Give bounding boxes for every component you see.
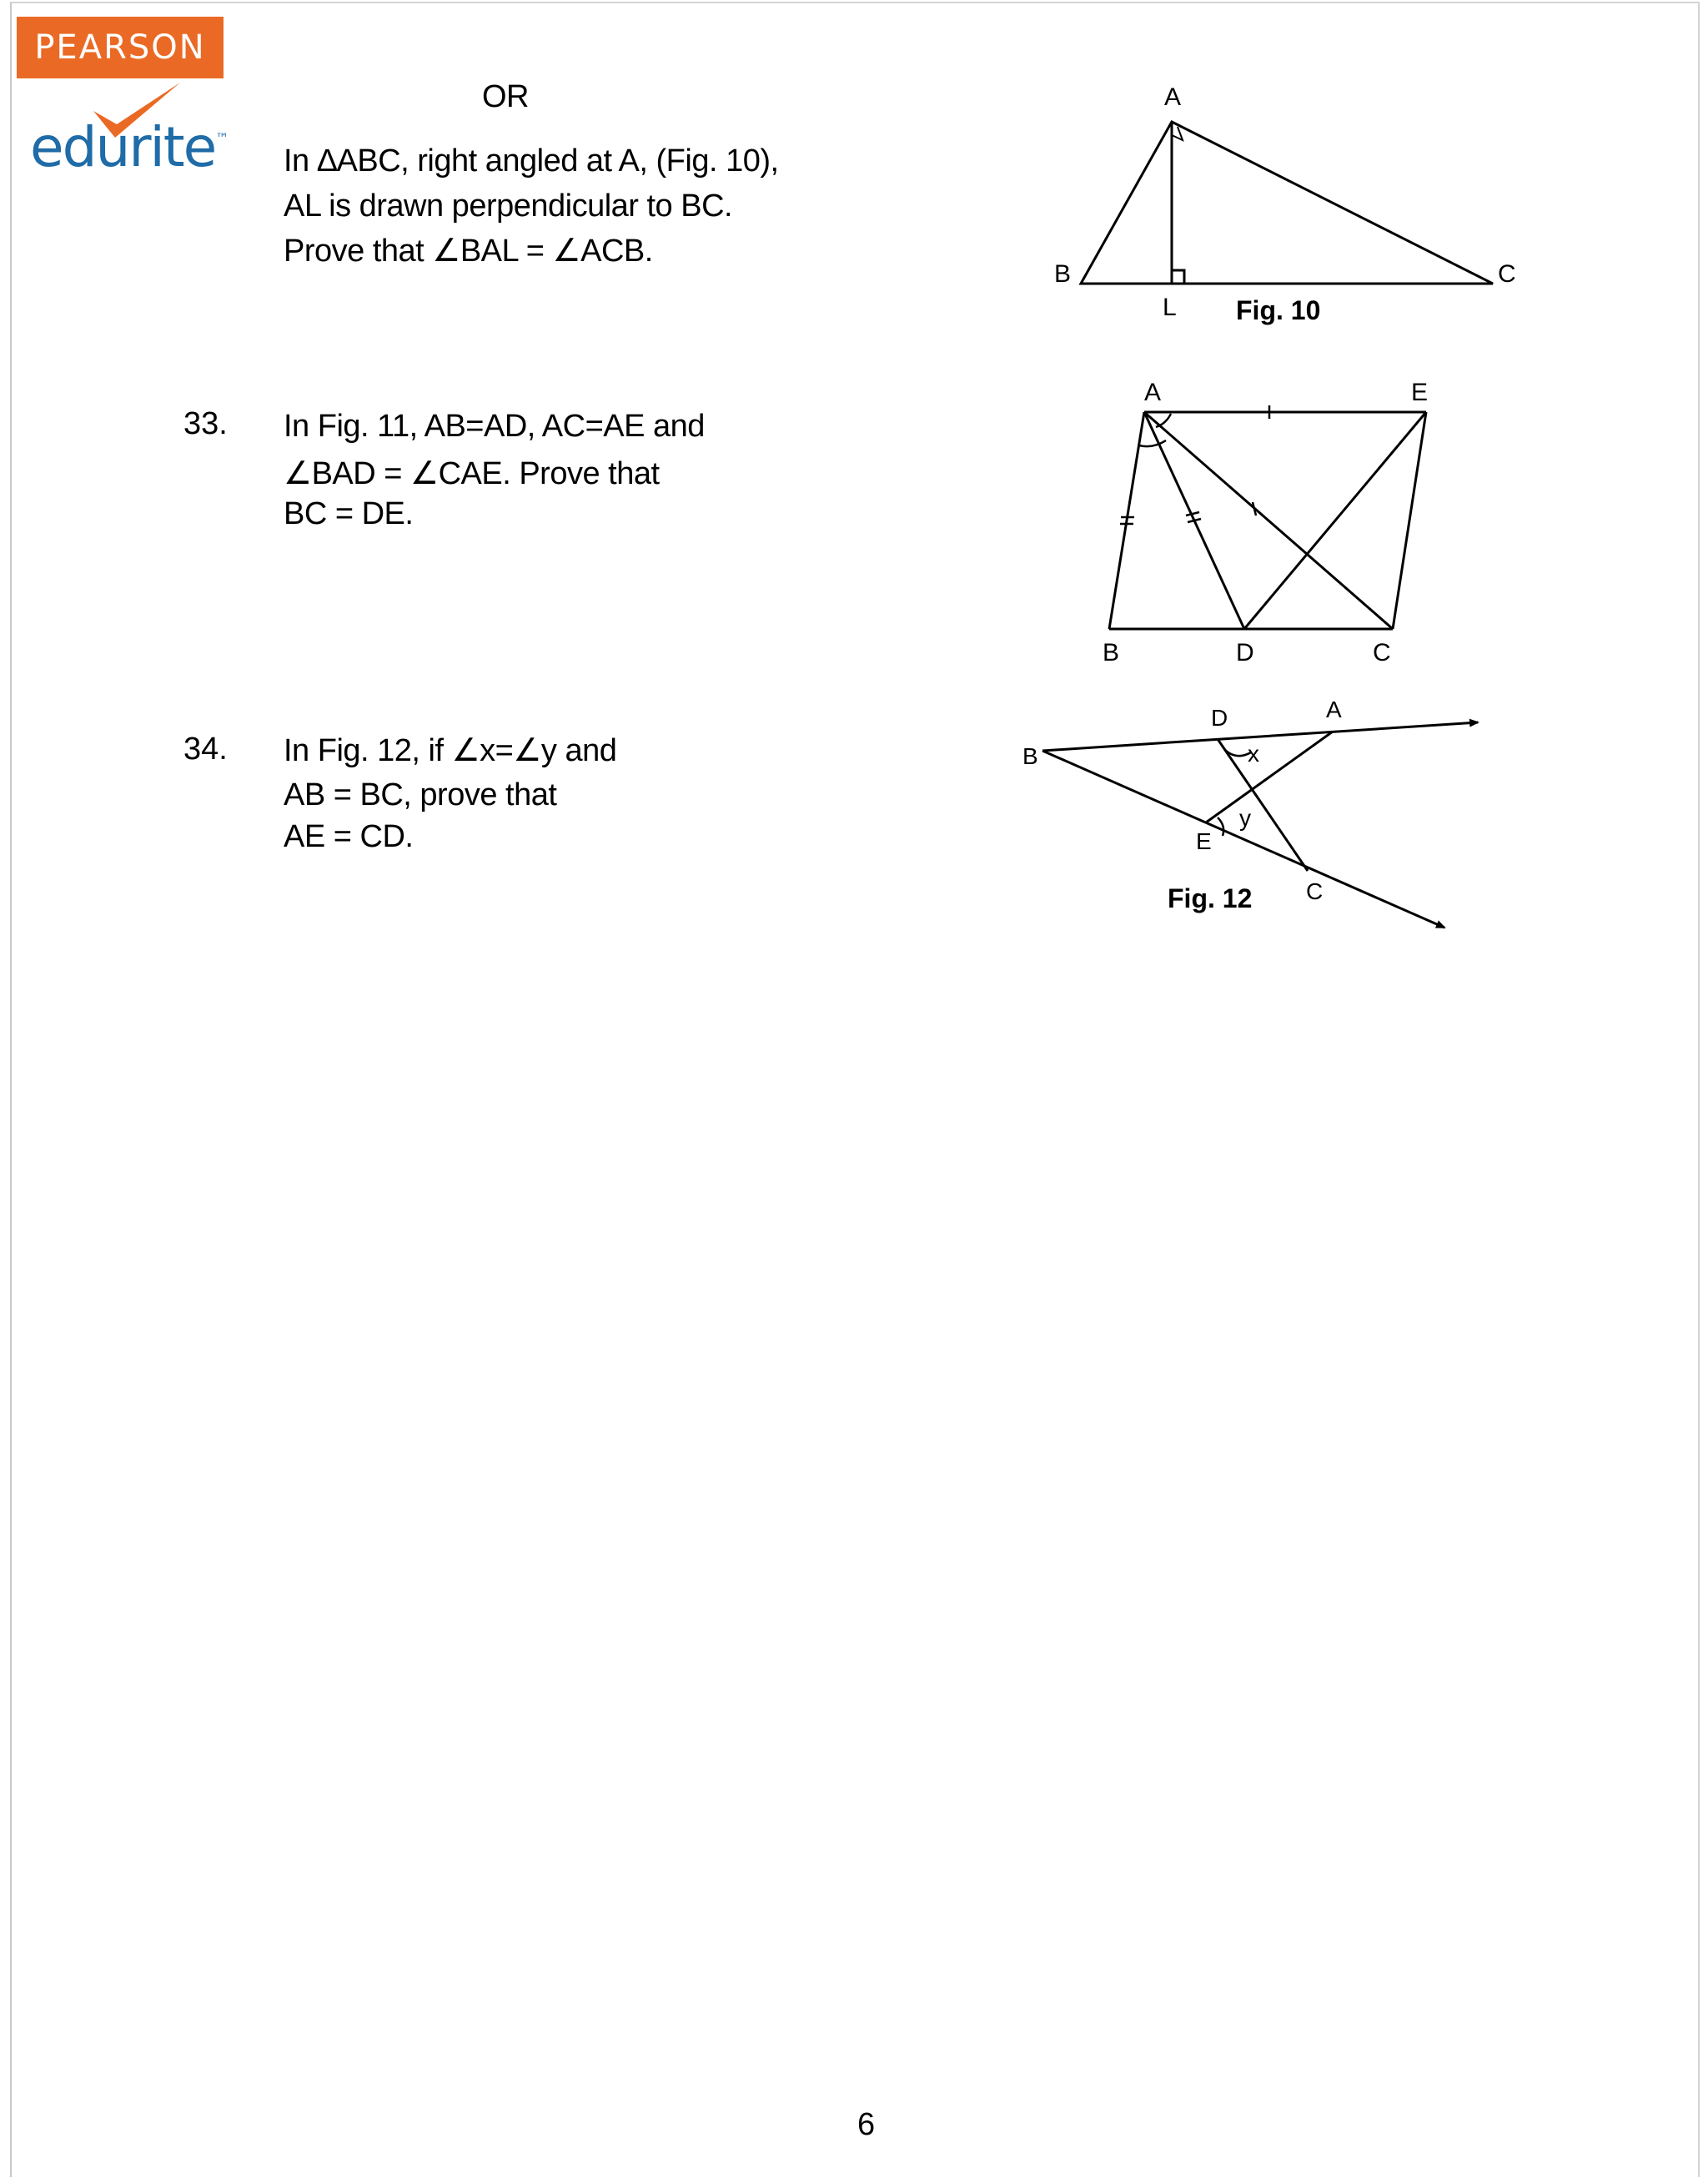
figure-11 xyxy=(1076,375,1476,676)
q32-line-1: In ∆ABC, right angled at A, (Fig. 10), xyxy=(284,143,779,179)
pearson-logo xyxy=(17,17,224,78)
fig12-label-y: y xyxy=(1239,805,1251,831)
q33-line-1: In Fig. 11, AB=AD, AC=AE and xyxy=(284,409,705,444)
fig12-label-x: x xyxy=(1248,741,1259,767)
or-label: OR xyxy=(482,79,529,114)
q34-line-1: In Fig. 12, if ∠x=∠y and xyxy=(284,733,617,768)
fig11-label-c: C xyxy=(1373,639,1391,666)
figure-10 xyxy=(1034,75,1551,342)
fig10-label-l: L xyxy=(1163,294,1177,321)
q34-line-3: AE = CD. xyxy=(284,819,414,854)
edurite-logo xyxy=(30,115,227,179)
trademark-mark: ™ xyxy=(215,130,228,146)
fig11-label-d: D xyxy=(1236,639,1254,666)
fig10-label-b: B xyxy=(1054,260,1072,288)
q33-number: 33. xyxy=(183,406,228,441)
figure-12 xyxy=(1017,697,1501,943)
fig10-caption: Fig. 10 xyxy=(1236,295,1321,325)
fig12-label-a: A xyxy=(1326,697,1342,722)
fig12-label-e: E xyxy=(1196,828,1212,854)
fig11-label-e: E xyxy=(1411,379,1429,406)
q32-line-2: AL is drawn perpendicular to BC. xyxy=(284,189,733,224)
fig12-label-c: C xyxy=(1306,878,1324,904)
fig12-label-d: D xyxy=(1211,705,1228,731)
fig12-label-b: B xyxy=(1022,743,1038,769)
q33-line-2: ∠BAD = ∠CAE. Prove that xyxy=(284,456,660,491)
fig10-label-c: C xyxy=(1498,260,1516,288)
pearson-logo-text: PEARSON xyxy=(34,28,206,67)
q34-number: 34. xyxy=(183,732,228,767)
page-number: 6 xyxy=(857,2107,876,2142)
fig10-label-a: A xyxy=(1164,83,1182,111)
fig11-label-b: B xyxy=(1103,639,1120,666)
edurite-logo-text: edurite xyxy=(30,115,216,179)
fig12-caption: Fig. 12 xyxy=(1168,883,1253,913)
q34-line-2: AB = BC, prove that xyxy=(284,777,557,812)
q33-line-3: BC = DE. xyxy=(284,496,414,531)
fig11-label-a: A xyxy=(1144,379,1162,406)
q32-line-3: Prove that ∠BAL = ∠ACB. xyxy=(284,234,653,269)
